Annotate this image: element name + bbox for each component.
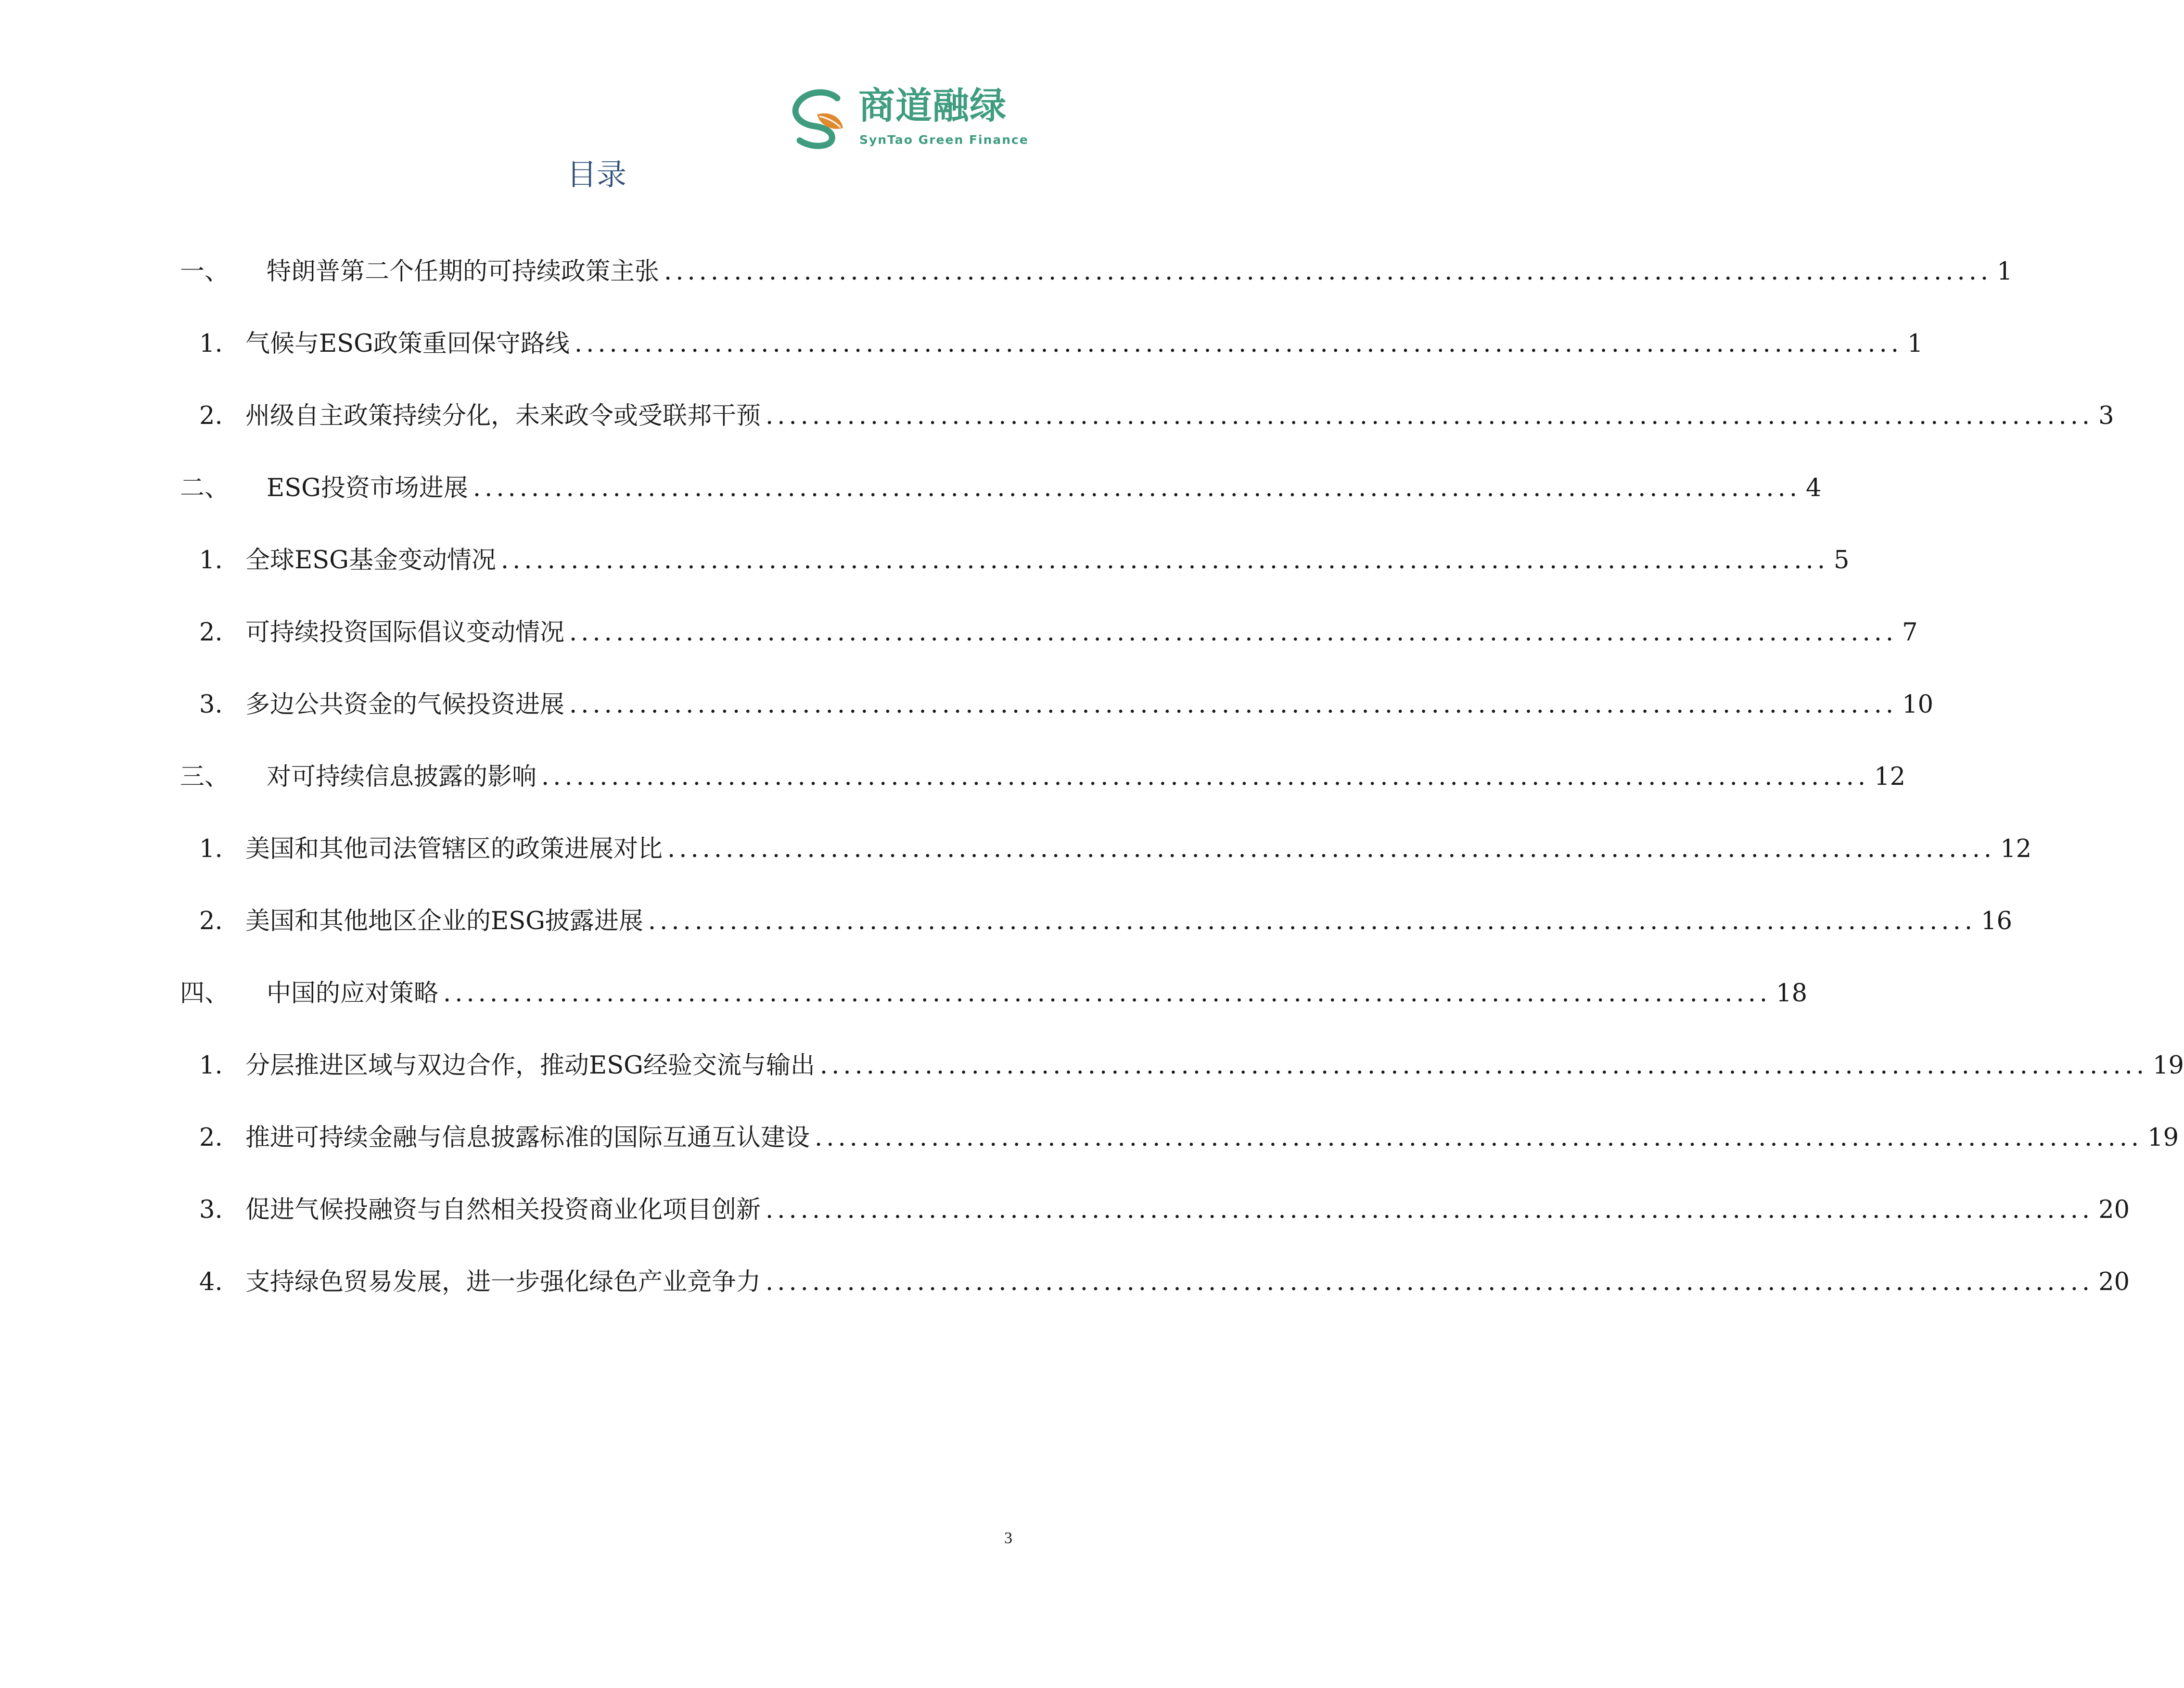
brand-name-cn: 商道融绿 [858, 84, 1007, 127]
brand-name-en: SynTao Green Finance [859, 133, 1029, 147]
toc-dot-leader: .................................................................................................................. [574, 330, 1903, 358]
toc-entry-title: 对可持续信息披露的影响 [267, 763, 537, 791]
toc-entry-number: 3. [199, 691, 223, 719]
toc-entry-section-4-1[interactable] [180, 1049, 2184, 1121]
toc-entry-title: 州级自主政策持续分化，未来政令或受联邦干预 [245, 402, 761, 430]
toc-entry-number: 一、 [180, 257, 230, 286]
toc-entry-page: 3 [2098, 402, 2114, 430]
toc-entry-title: 可持续投资国际倡议变动情况 [245, 618, 565, 647]
toc-entry-page: 12 [2000, 835, 2032, 863]
toc-entry-number: 1. [199, 835, 223, 863]
toc-entry-section-3-2[interactable] [180, 905, 2012, 977]
toc-entry-title: 支持绿色贸易发展，进一步强化绿色产业竞争力 [245, 1268, 761, 1296]
toc-dot-leader: .................................................................................................................. [766, 1196, 2094, 1224]
toc-entry-number: 2. [199, 618, 223, 647]
toc-dot-leader: .................................................................................................................. [473, 474, 1801, 502]
toc-entry-section-2-2[interactable] [180, 616, 1918, 688]
toc-dot-leader: .................................................................................................................. [500, 546, 1829, 575]
toc-entry-title: 特朗普第二个任期的可持续政策主张 [267, 257, 660, 286]
toc-entry-section-4-3[interactable] [180, 1193, 2130, 1266]
toc-entry-section-4[interactable] [180, 977, 1808, 1049]
toc-dot-leader: .................................................................................................................. [664, 257, 1992, 286]
table-of-contents [180, 255, 2184, 1338]
toc-entry-section-3[interactable] [180, 760, 1906, 832]
toc-entry-title: 美国和其他司法管辖区的政策进展对比 [245, 835, 663, 863]
toc-dot-leader: .................................................................................................................. [667, 835, 1996, 863]
toc-entry-page: 1 [1907, 330, 1923, 358]
toc-entry-section-2-1[interactable] [180, 544, 1850, 616]
toc-dot-leader: .................................................................................................................. [766, 1268, 2094, 1296]
toc-entry-number: 2. [199, 402, 223, 430]
toc-entry-page: 7 [1902, 618, 1918, 647]
toc-entry-page: 5 [1834, 546, 1850, 575]
toc-entry-page: 4 [1806, 474, 1822, 502]
toc-entry-page: 18 [1776, 979, 1808, 1008]
toc-entry-number: 2. [199, 907, 223, 935]
toc-entry-number: 4. [199, 1268, 223, 1296]
toc-entry-section-1-2[interactable] [180, 399, 2114, 472]
toc-entry-section-3-1[interactable] [180, 832, 2032, 905]
toc-entry-page: 19 [2147, 1124, 2179, 1152]
toc-entry-number: 3. [199, 1196, 223, 1224]
toc-entry-section-1-1[interactable] [180, 327, 1923, 399]
toc-entry-number: 1. [199, 330, 223, 358]
toc-entry-number: 2. [199, 1124, 223, 1152]
toc-entry-title: 促进气候投融资与自然相关投资商业化项目创新 [245, 1196, 761, 1224]
toc-entry-number: 1. [199, 546, 223, 575]
toc-dot-leader: .................................................................................................................. [815, 1124, 2143, 1152]
toc-dot-leader: .................................................................................................................. [443, 979, 1772, 1008]
toc-entry-page: 20 [2098, 1268, 2130, 1296]
toc-entry-number: 三、 [180, 763, 230, 791]
toc-entry-number: 二、 [180, 474, 230, 502]
toc-entry-page: 19 [2153, 1051, 2184, 1080]
toc-entry-number: 四、 [180, 979, 230, 1008]
toc-entry-title: 全球ESG基金变动情况 [245, 546, 496, 575]
toc-dot-leader: .................................................................................................................. [648, 907, 1977, 935]
toc-entry-section-4-2[interactable] [180, 1121, 2179, 1193]
toc-title: 目录 [566, 157, 626, 192]
toc-dot-leader: .................................................................................................................. [766, 402, 2094, 430]
toc-entry-title: ESG投资市场进展 [267, 474, 468, 502]
syntao-logo [787, 84, 1029, 152]
toc-entry-title: 中国的应对策略 [267, 979, 439, 1008]
toc-dot-leader: .................................................................................................................. [819, 1051, 2148, 1080]
toc-entry-section-4-4[interactable] [180, 1266, 2130, 1338]
toc-entry-number: 1. [199, 1051, 223, 1080]
toc-entry-page: 1 [1997, 257, 2013, 286]
toc-dot-leader: .................................................................................................................. [541, 763, 1870, 791]
toc-entry-title: 推进可持续金融与信息披露标准的国际互通互认建设 [245, 1124, 810, 1152]
toc-entry-page: 12 [1874, 763, 1906, 791]
s-leaf-logo-icon [787, 87, 855, 149]
toc-entry-title: 分层推进区域与双边合作，推动ESG经验交流与输出 [245, 1051, 815, 1080]
toc-dot-leader: .................................................................................................................. [569, 618, 1898, 647]
toc-entry-section-2[interactable] [180, 472, 1822, 544]
toc-entry-title: 多边公共资金的气候投资进展 [245, 691, 565, 719]
toc-entry-section-2-3[interactable] [180, 688, 1934, 760]
toc-dot-leader: .................................................................................................................. [569, 691, 1898, 719]
page-number: 3 [1004, 1529, 1012, 1547]
toc-entry-title: 美国和其他地区企业的ESG披露进展 [245, 907, 643, 935]
toc-entry-section-1[interactable] [180, 255, 2013, 327]
toc-entry-title: 气候与ESG政策重回保守路线 [245, 330, 570, 358]
toc-entry-page: 10 [1902, 691, 1934, 719]
toc-entry-page: 16 [1981, 907, 2012, 935]
toc-entry-page: 20 [2098, 1196, 2130, 1224]
